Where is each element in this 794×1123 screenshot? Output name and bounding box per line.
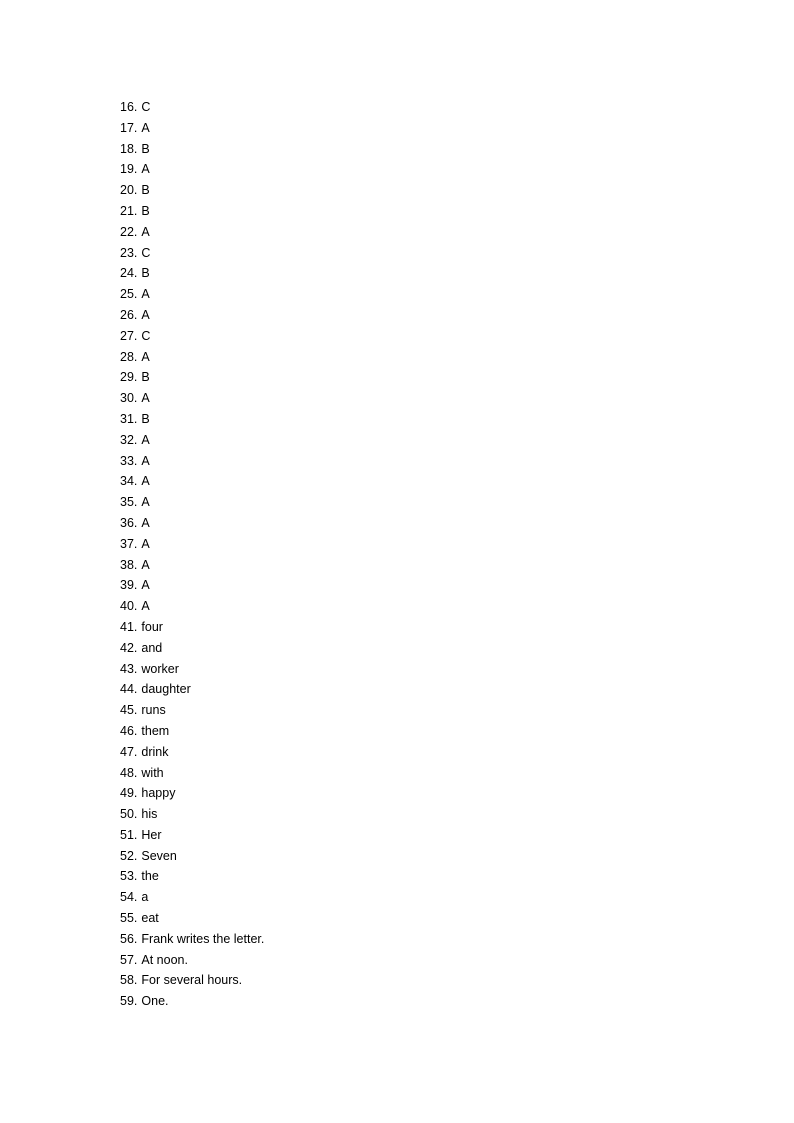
question-number: 45. — [120, 703, 138, 718]
question-number: 28. — [120, 349, 138, 364]
answer-line — [120, 742, 264, 763]
answer-text: A — [141, 432, 150, 447]
answer-line — [120, 929, 264, 950]
answer-text: and — [141, 640, 163, 655]
answer-text: runs — [141, 703, 166, 718]
question-number: 31. — [120, 411, 138, 426]
question-number: 43. — [120, 661, 138, 676]
question-number: 23. — [120, 245, 138, 260]
question-number: 46. — [120, 723, 138, 738]
question-number: 54. — [120, 890, 138, 905]
answer-text: B — [141, 141, 150, 156]
answer-line — [120, 139, 264, 160]
answer-line — [120, 825, 264, 846]
answer-key-list — [120, 97, 264, 1012]
question-number: 42. — [120, 640, 138, 655]
answer-text: C — [141, 328, 151, 343]
question-number: 26. — [120, 307, 138, 322]
answer-line — [120, 326, 264, 347]
question-number: 32. — [120, 432, 138, 447]
question-number: 34. — [120, 474, 138, 489]
question-number: 25. — [120, 287, 138, 302]
question-number: 41. — [120, 619, 138, 634]
question-number: 52. — [120, 848, 138, 863]
answer-text: A — [141, 224, 150, 239]
answer-text: B — [141, 411, 150, 426]
answer-line — [120, 575, 264, 596]
question-number: 27. — [120, 328, 138, 343]
answer-line — [120, 804, 264, 825]
question-number: 16. — [120, 100, 138, 114]
answer-text: a — [141, 890, 149, 905]
answer-text: A — [141, 495, 150, 510]
answer-line — [120, 451, 264, 472]
answer-line — [120, 534, 264, 555]
answer-text: worker — [141, 661, 179, 676]
question-number: 56. — [120, 931, 138, 946]
answer-text: A — [141, 307, 150, 322]
answer-text: happy — [141, 786, 176, 801]
question-number: 50. — [120, 807, 138, 822]
question-number: 40. — [120, 599, 138, 614]
answer-line — [120, 284, 264, 305]
answer-line — [120, 118, 264, 139]
answer-line — [120, 243, 264, 264]
question-number: 18. — [120, 141, 138, 156]
answer-line — [120, 159, 264, 180]
answer-text: C — [141, 245, 151, 260]
question-number: 21. — [120, 203, 138, 218]
answer-line — [120, 679, 264, 700]
answer-line — [120, 763, 264, 784]
question-number: 39. — [120, 578, 138, 593]
answer-text: B — [141, 183, 150, 198]
answer-text: four — [141, 619, 163, 634]
answer-line — [120, 700, 264, 721]
answer-text: B — [141, 203, 150, 218]
question-number: 59. — [120, 994, 138, 1009]
answer-text: A — [141, 515, 150, 530]
answer-line — [120, 409, 264, 430]
answer-text: Her — [141, 827, 162, 842]
answer-line — [120, 180, 264, 201]
answer-text: the — [141, 869, 159, 884]
question-number: 22. — [120, 224, 138, 239]
answer-line — [120, 908, 264, 929]
answer-text: One. — [141, 994, 169, 1009]
question-number: 53. — [120, 869, 138, 884]
answer-text: them — [141, 723, 170, 738]
answer-line — [120, 513, 264, 534]
question-number: 35. — [120, 495, 138, 510]
answer-text: A — [141, 453, 150, 468]
answer-line — [120, 950, 264, 971]
question-number: 58. — [120, 973, 138, 988]
answer-text: A — [141, 391, 150, 406]
question-number: 30. — [120, 391, 138, 406]
answer-line — [120, 347, 264, 368]
answer-text: A — [141, 557, 150, 572]
question-number: 19. — [120, 162, 138, 177]
answer-text: A — [141, 599, 150, 614]
question-number: 47. — [120, 744, 138, 759]
question-number: 29. — [120, 370, 138, 385]
answer-line — [120, 887, 264, 908]
answer-line — [120, 222, 264, 243]
answer-line — [120, 866, 264, 887]
answer-line — [120, 970, 264, 991]
answer-line — [120, 721, 264, 742]
answer-text: B — [141, 370, 150, 385]
answer-line — [120, 991, 264, 1012]
answer-line — [120, 492, 264, 513]
answer-line — [120, 201, 264, 222]
question-number: 24. — [120, 266, 138, 281]
answer-text: A — [141, 349, 150, 364]
answer-text: At noon. — [141, 952, 188, 967]
answer-line — [120, 367, 264, 388]
answer-text: C — [141, 100, 151, 114]
question-number: 57. — [120, 952, 138, 967]
question-number: 44. — [120, 682, 138, 697]
answer-text: A — [141, 120, 150, 135]
answer-text: eat — [141, 911, 159, 926]
answer-line — [120, 846, 264, 867]
question-number: 37. — [120, 536, 138, 551]
question-number: 49. — [120, 786, 138, 801]
answer-text: drink — [141, 744, 169, 759]
answer-text: his — [141, 807, 158, 822]
question-number: 20. — [120, 183, 138, 198]
answer-text: Frank writes the letter. — [141, 931, 265, 946]
answer-line — [120, 783, 264, 804]
answer-text: A — [141, 578, 150, 593]
question-number: 51. — [120, 827, 138, 842]
answer-text: Seven — [141, 848, 177, 863]
answer-line — [120, 555, 264, 576]
question-number: 55. — [120, 911, 138, 926]
answer-line — [120, 638, 264, 659]
question-number: 17. — [120, 120, 138, 135]
answer-line — [120, 617, 264, 638]
answer-text: A — [141, 474, 150, 489]
answer-text: A — [141, 287, 150, 302]
question-number: 33. — [120, 453, 138, 468]
answer-text: B — [141, 266, 150, 281]
answer-line — [120, 659, 264, 680]
question-number: 38. — [120, 557, 138, 572]
question-number: 36. — [120, 515, 138, 530]
answer-text: A — [141, 162, 150, 177]
answer-line — [120, 97, 264, 118]
question-number: 48. — [120, 765, 138, 780]
answer-line — [120, 263, 264, 284]
answer-line — [120, 430, 264, 451]
answer-text: A — [141, 536, 150, 551]
answer-text: For several hours. — [141, 973, 243, 988]
answer-text: daughter — [141, 682, 191, 697]
answer-line — [120, 388, 264, 409]
answer-line — [120, 471, 264, 492]
answer-text: with — [141, 765, 164, 780]
answer-line — [120, 596, 264, 617]
answer-line — [120, 305, 264, 326]
